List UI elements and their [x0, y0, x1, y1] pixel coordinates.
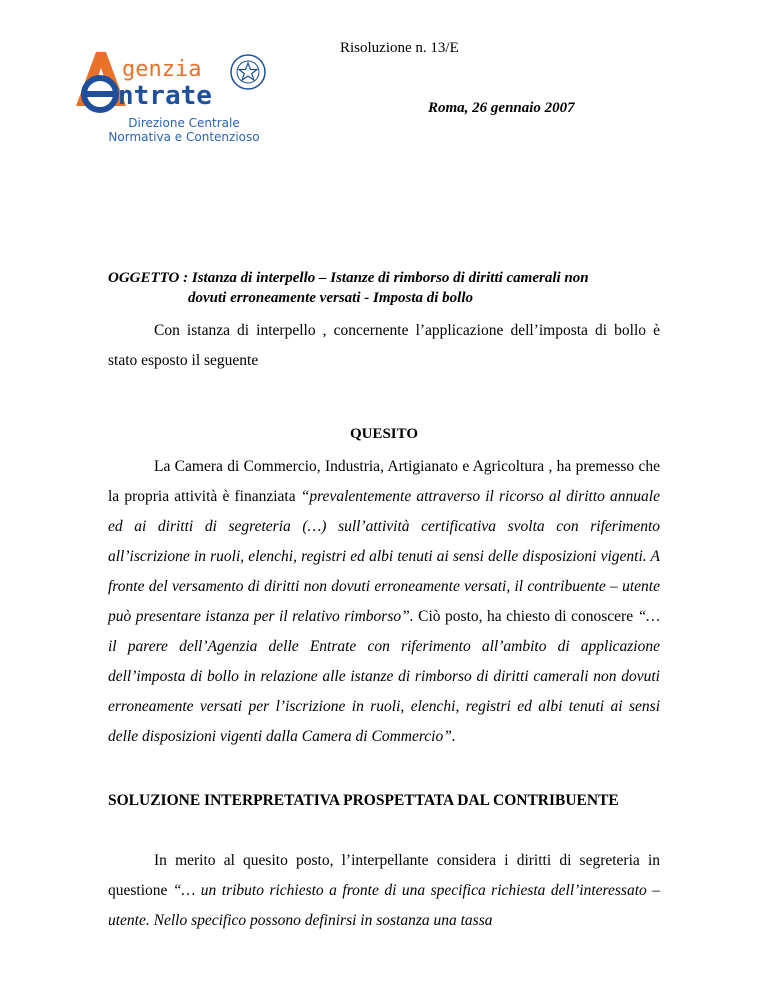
- quesito-text-1: La Camera di Commercio, Industria, Artigianato e Agricoltura , ha premesso che la propria attività è finanziata: [108, 458, 660, 505]
- subject-heading: [108, 268, 668, 308]
- quesito-paragraph: [108, 452, 660, 752]
- logo-subtitle-line1: Direzione Centrale: [128, 116, 240, 130]
- soluzione-heading: SOLUZIONE INTERPRETATIVA PROSPETTATA DAL CONTRIBUENTE: [108, 792, 619, 809]
- logo-graphic: [70, 48, 270, 118]
- quesito-quote-2: “…il parere dell’Agenzia delle Entrate con riferimento all’ambito di applicazione dell’imposta di bollo in relazione alle istanze di rimborso di diritti camerali non dovuti erroneamente versati per l’iscrizione in ruoli, elenchi, registri ed albi tenuti ai sensi delle disposizioni vigenti dalla Camera di Commercio”.: [108, 608, 660, 745]
- subject-line2: dovuti erroneamente versati - Imposta di bollo: [188, 290, 473, 306]
- logo-subtitle: [104, 116, 264, 144]
- soluzione-text-1: In merito al quesito posto, l’interpellante considera i diritti di segreteria in questione: [108, 852, 660, 899]
- soluzione-quote-1: “… un tributo richiesto a fronte di una specifica richiesta dell’interessato – utente. Nello specifico possono definirsi in sostanza una tassa: [108, 882, 660, 929]
- quesito-heading: QUESITO: [349, 426, 419, 442]
- logo-word-agenzia: genzia: [122, 57, 202, 82]
- logo-subtitle-line2: Normativa e Contenzioso: [108, 130, 260, 144]
- subject-line1: OGGETTO : Istanza di interpello – Istanze di rimborso di diritti camerali non: [108, 270, 589, 286]
- document-date: Roma, 26 gennaio 2007: [428, 100, 575, 116]
- quesito-text-2: Ciò posto, ha chiesto di conoscere: [413, 608, 638, 625]
- intro-paragraph: Con istanza di interpello , concernente l’applicazione dell’imposta di bollo è stato esposto il seguente: [108, 322, 660, 369]
- document-number: Risoluzione n. 13/E: [340, 40, 459, 56]
- soluzione-paragraph: [108, 846, 660, 936]
- republic-emblem-icon: [231, 55, 265, 89]
- quesito-quote-1: “prevalentemente attraverso il ricorso al diritto annuale ed ai diritti di segreteria (…) sull’attività certificativa svolta con riferimento all’iscrizione in ruoli, elenchi, registri ed albi tenuti ai sensi delle disposizioni vigenti. A fronte del versamento di diritti non dovuti erroneamente versati, il contribuente – utente può presentare istanza per il relativo rimborso”.: [108, 488, 660, 625]
- logo-e-bar: [84, 91, 116, 97]
- logo-word-entrate: ntrate: [118, 81, 212, 111]
